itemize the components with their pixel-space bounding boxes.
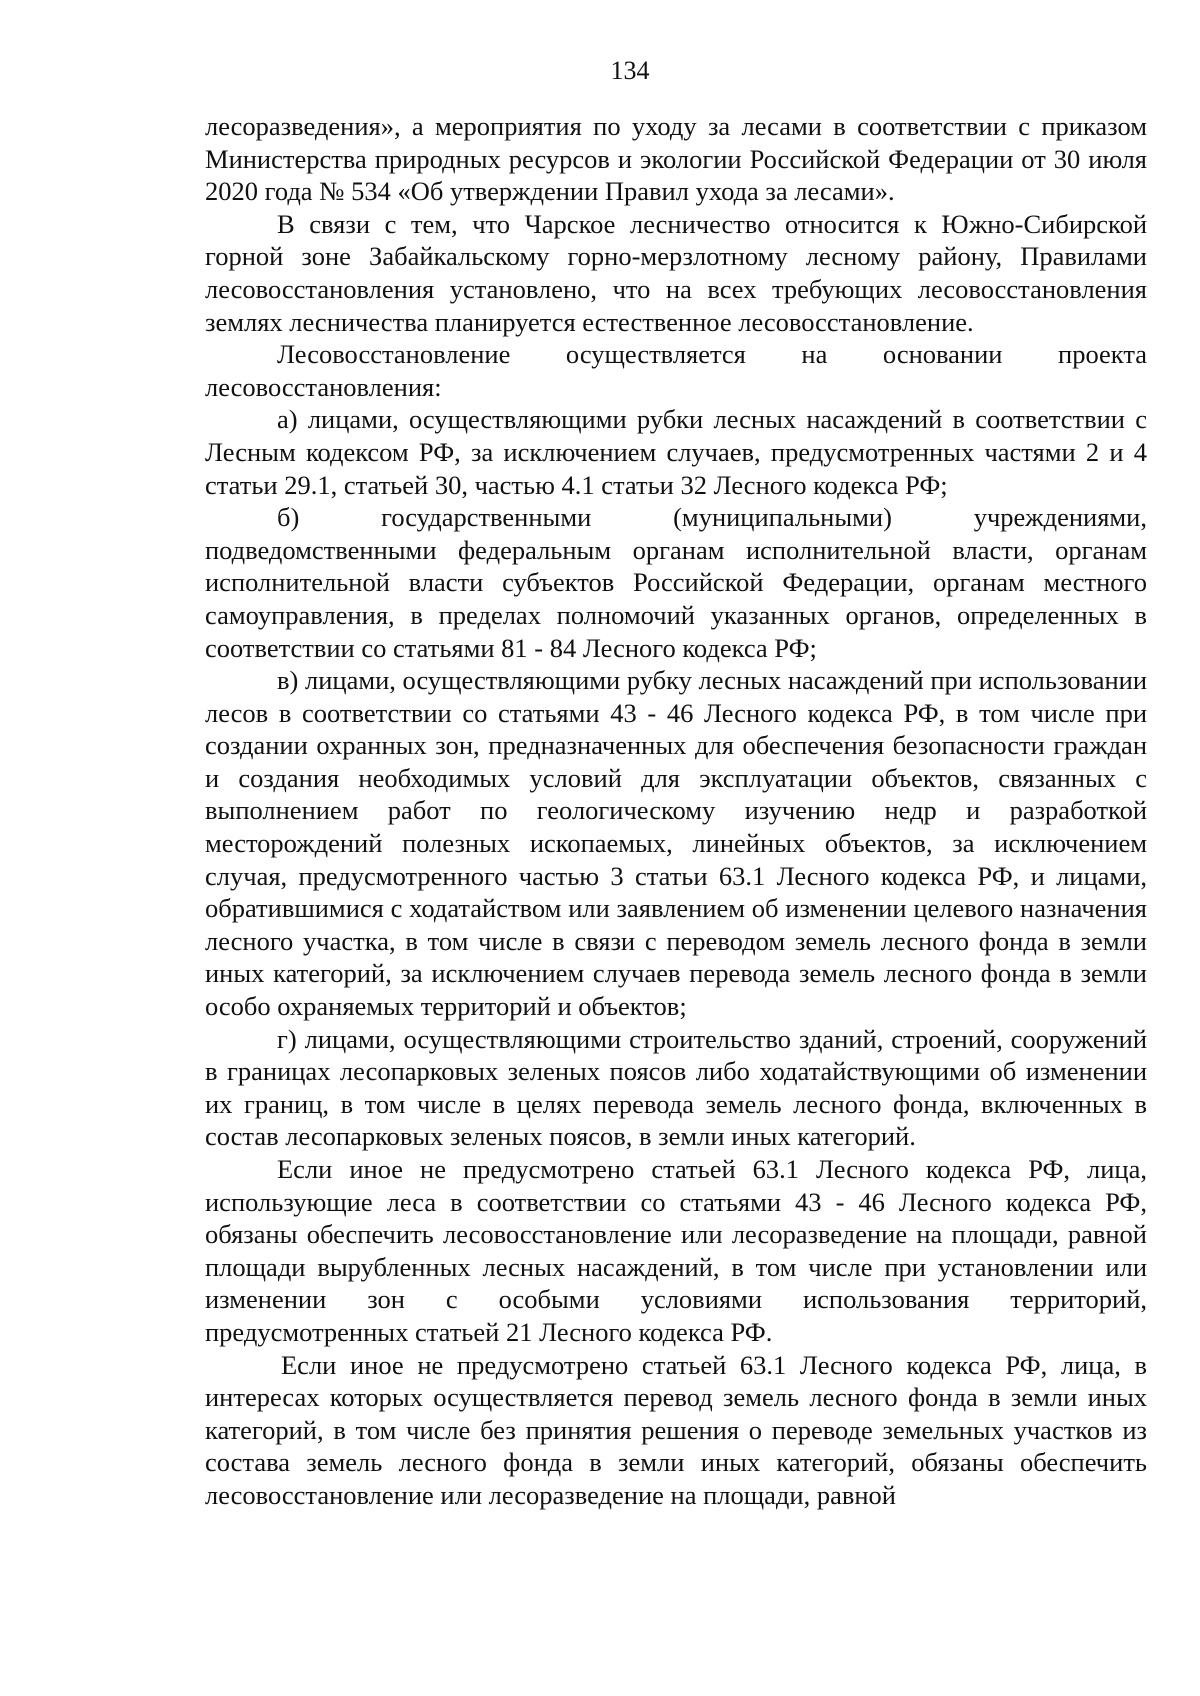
list-item-g: г) лицами, осуществляющими строительство зданий, строений, сооружений в границах лесопарковых зеленых поясов либо ходатайствующими об изменении их границ, в том числе в целях перевода земель лесного фонда, включенных в состав лесопарковых зеленых поясов, в земли иных категорий. [205,1023,1147,1152]
list-item-b: б) государственными (муниципальными) учреждениями, подведомственными федеральным органам исполнительной власти, органам исполнительной власти субъектов Российской Федерации, органам местного самоуправления, в пределах полномочий указанных органов, определенных в соответствии со статьями 81 - 84 Лесного кодекса РФ; [205,502,1147,663]
paragraph-forestry-zone: В связи с тем, что Чарское лесничество относится к Южно-Сибирской горной зоне Забайкальскому горно-мерзлотному лесному району, Правилами лесовосстановления установлено, что на всех требующих лесовосстановления землях лесничества планируется естественное лесовосстановление. [205,208,1147,337]
document-body [205,110,1147,1512]
page-number: 134 [610,56,650,85]
paragraph-continuation: лесоразведения», а мероприятия по уходу за лесами в соответствии с приказом Министерства природных ресурсов и экологии Российской Федерации от 30 июля 2020 года № 534 «Об утверждении Правил ухода за лесами». [205,111,1147,207]
paragraph-obligations-transfer: Если иное не предусмотрено статьей 63.1 Лесного кодекса РФ, лица, в интересах которых осуществляется перевод земель лесного фонда в земли иных категорий, в том числе без принятия решения о переводе земельных участков из состава земель лесного фонда в земли иных категорий, обязаны обеспечить лесовосстановление или лесоразведение на площади, равной [205,1349,1147,1510]
paragraph-reforestation-basis: Лесовосстановление осуществляется на основании проекта лесовосстановления: [205,339,1147,402]
list-item-v: в) лицами, осуществляющими рубку лесных насаждений при использовании лесов в соответствии со статьями 43 - 46 Лесного кодекса РФ, в том числе при создании охранных зон, предназначенных для обеспечения безопасности граждан и создания необходимых условий для эксплуатации объектов, связанных с выполнением работ по геологическому изучению недр и разработкой месторождений полезных ископаемых, линейных объектов, за исключением случая, предусмотренного частью 3 статьи 63.1 Лесного кодекса РФ, и лицами, обратившимися с ходатайством или заявлением об изменении целевого назначения лесного участка, в том числе в связи с переводом земель лесного фонда в земли иных категорий, за исключением случаев перевода земель лесного фонда в земли особо охраняемых территорий и объектов; [205,665,1147,1022]
list-item-a: а) лицами, осуществляющими рубки лесных насаждений в соответствии с Лесным кодексом РФ, за исключением случаев, предусмотренных частями 2 и 4 статьи 29.1, статьей 30, частью 4.1 статьи 32 Лесного кодекса РФ; [205,404,1147,500]
paragraph-obligations-users: Если иное не предусмотрено статьей 63.1 Лесного кодекса РФ, лица, использующие леса в соответствии со статьями 43 - 46 Лесного кодекса РФ, обязаны обеспечить лесовосстановление или лесоразведение на площади, равной площади вырубленных лесных насаждений, в том числе при установлении или изменении зон с особыми условиями использования территорий, предусмотренных статьей 21 Лесного кодекса РФ. [205,1154,1147,1347]
